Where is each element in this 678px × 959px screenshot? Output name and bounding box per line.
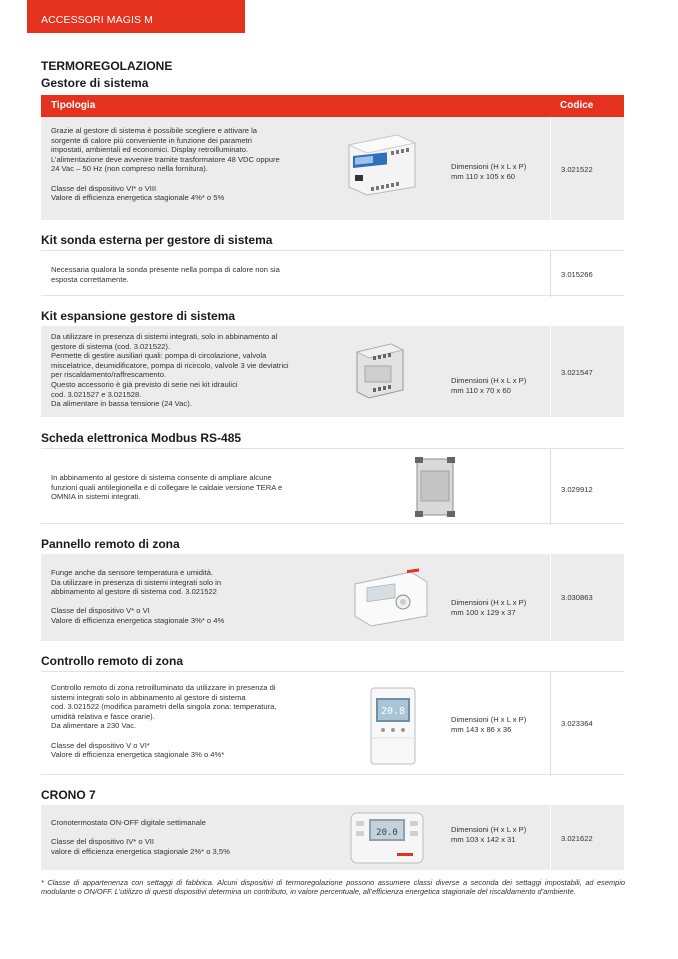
product-code-1: 3.015266 — [561, 270, 593, 279]
remote-display-text: 20.8 — [380, 706, 406, 717]
product-title-3: Scheda elettronica Modbus RS-485 — [41, 431, 242, 445]
column-divider — [550, 251, 551, 297]
product-title-0: Gestore di sistema — [41, 76, 149, 90]
header-tab — [27, 0, 245, 33]
column-divider — [550, 672, 551, 776]
crono-display-text: 20.0 — [376, 828, 398, 838]
product-title-1: Kit sonda esterna per gestore di sistema — [41, 233, 273, 247]
zone-panel-icon — [351, 568, 431, 628]
section-title: TERMOREGOLAZIONE — [41, 59, 173, 73]
product-description-1: Necessaria qualora la sonda presente nella pompa di calore non sia esposta correttamente. — [51, 265, 280, 284]
product-title-5: Controllo remoto di zona — [41, 654, 183, 668]
product-description-0: Grazie al gestore di sistema è possibile scegliere e attivare la sorgente di calore più conveniente in funzione dei parametri impostati, ambientali ed economici. Display retroilluminato. L’alimentazione deve avvenire tramite trasformatore 48 VDC oppure 24 Vac – 50 Hz (non compreso nella fornitura). Classe del dispositivo VI* o VIII Valore di efficienza energetica stagionale 4%* o 5% — [51, 126, 280, 203]
expansion-module-icon — [351, 340, 409, 400]
product-row-0 — [41, 117, 624, 220]
product-dimensions-5: Dimensioni (H x L x P) mm 143 x 86 x 36 — [451, 715, 527, 734]
crono-thermostat-icon — [347, 811, 427, 865]
column-divider — [550, 805, 551, 870]
product-row-6 — [41, 805, 624, 870]
product-row-4 — [41, 554, 624, 641]
product-code-5: 3.023364 — [561, 719, 593, 728]
system-manager-device-icon — [343, 131, 421, 197]
column-divider — [550, 117, 551, 220]
product-dimensions-6: Dimensioni (H x L x P) mm 103 x 142 x 31 — [451, 825, 527, 844]
product-code-3: 3.029912 — [561, 485, 593, 494]
product-dimensions-4: Dimensioni (H x L x P) mm 100 x 129 x 37 — [451, 598, 527, 617]
product-row-1 — [41, 250, 624, 296]
product-code-6: 3.021622 — [561, 834, 593, 843]
header-tab-label: ACCESSORI MAGIS M — [41, 14, 153, 26]
product-description-4: Funge anche da sensore temperatura e umidità. Da utilizzare in presenza di sistemi integrati solo in abbinamento al gestore di sistema cod. 3.021522 Classe del dispositivo V* o VI Valore di efficienza energetica stagionale 3%* o 4% — [51, 568, 225, 625]
footnote: * Classe di appartenenza con settaggi di fabbrica. Alcuni dispositivi di termoregolazione possono assumere classi diverse a seconda dei settaggi impostabili, ad esempio modulante o ON/OFF. L’utilizzo di questi dispositivi determina un contributo, in valore percentuale, all’efficienza energetica stagionale del riscaldamento d’ambiente. — [41, 878, 625, 897]
product-code-2: 3.021547 — [561, 368, 593, 377]
product-title-4: Pannello remoto di zona — [41, 537, 180, 551]
modbus-board-icon — [411, 455, 459, 519]
product-code-4: 3.030863 — [561, 593, 593, 602]
product-description-5: Controllo remoto di zona retroilluminato da utilizzare in presenza di sistemi integrati solo in abbinamento al gestore di sistema cod. 3.021522 (modifica parametri della singola zona: temperatura, umidità relativa e fasce orarie). Da alimentare a 230 Vac. Classe del dispositivo V o VI* Valore di efficienza energetica stagionale 3% o 4%* — [51, 683, 277, 760]
zone-remote-control-icon — [363, 686, 423, 766]
table-header-type: Tipologia — [51, 100, 96, 111]
product-row-3 — [41, 448, 624, 524]
table-header-code: Codice — [560, 100, 594, 111]
column-divider — [550, 326, 551, 417]
column-divider — [550, 449, 551, 525]
product-row-2 — [41, 326, 624, 417]
product-description-2: Da utilizzare in presenza di sistemi integrati, solo in abbinamento al gestore di sistema (cod. 3.021522). Permette di gestire ausiliari quali: pompa di circolazione, valvola miscelatrice, deumidificatore, pompa di ricircolo, valvole 3 vie deviatrici per riscaldamento/raffrescamento. Questo accessorio è già previsto di serie nei kit idraulici cod. 3.021527 e 3.021528. Da alimentare in bassa tensione (24 Vac). — [51, 332, 289, 409]
product-description-3: In abbinamento al gestore di sistema consente di ampliare alcune funzioni quali antilegionella e di collegare le caldaie versione TERA e OMNIA in sistemi integrati. — [51, 473, 283, 502]
product-row-5 — [41, 671, 624, 775]
product-dimensions-0: Dimensioni (H x L x P) mm 110 x 105 x 60 — [451, 162, 527, 181]
column-divider — [550, 554, 551, 641]
product-dimensions-2: Dimensioni (H x L x P) mm 110 x 70 x 60 — [451, 376, 527, 395]
product-title-6: CRONO 7 — [41, 788, 96, 802]
product-description-6: Cronotermostato ON-OFF digitale settimanale Classe del dispositivo IV* o VII valore di efficienza energetica stagionale 2%* o 3,5% — [51, 818, 230, 856]
product-code-0: 3.021522 — [561, 165, 593, 174]
product-title-2: Kit espansione gestore di sistema — [41, 309, 236, 323]
table-header — [41, 95, 624, 117]
